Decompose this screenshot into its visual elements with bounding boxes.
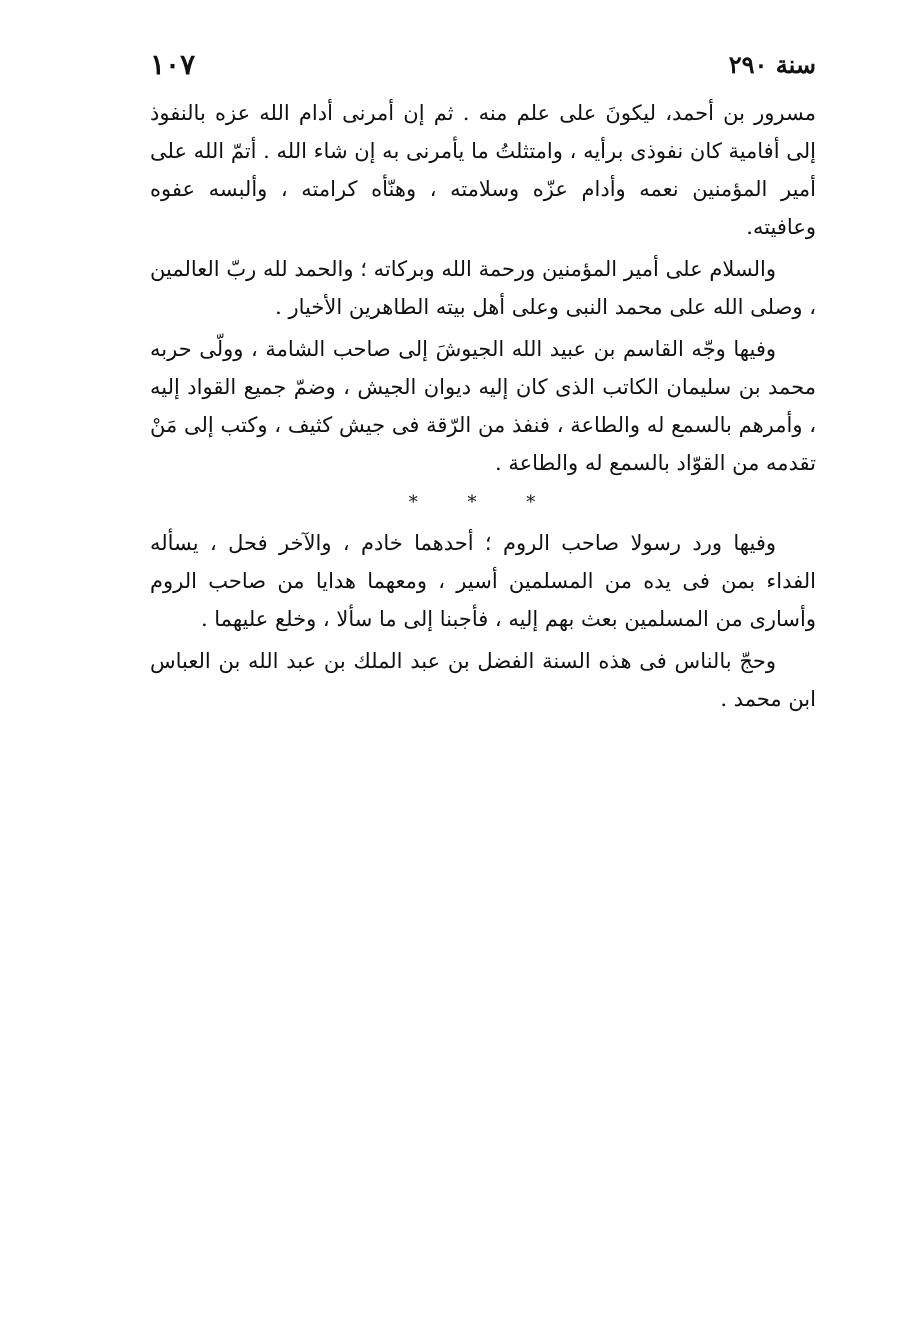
body-text (150, 94, 816, 722)
section-separator: * * * (408, 492, 558, 513)
page-header (150, 44, 816, 84)
running-head-year: سنة ٢٩٠ (728, 49, 816, 79)
paragraph-byzantine-envoys: وفيها ورد رسولا صاحب الروم ؛ أحدهما خادم ، والآخر فحل ، يسأله الفداء بمن فى يده من المسلمين أسير ، ومعهما هدايا من صاحب الروم وأسارى من المسلمين بعث بهم إليه ، فأجبنا إلى ما سألا ، وخلع عليهما . (150, 531, 816, 631)
paragraph-army-dispatch: وفيها وجّه القاسم بن عبيد الله الجيوشَ إلى صاحب الشامة ، وولّى حربه محمد بن سليمان الكاتب الذى كان إليه ديوان الجيش ، وضمّ جميع القواد إليه ، وأمرهم بالسمع له والطاعة ، فنفذ من الرّقة فى جيش كثيف ، وكتب إلى مَنْ تقدمه من القوّاد بالسمع له والطاعة . (150, 337, 816, 475)
paragraph-letter-closing: مسرور بن أحمد، ليكونَ على علم منه . ثم إن أمرنى أدام الله عزه بالنفوذ إلى أفامية كان نفوذى برأيه ، وامتثلتُ ما يأمرنى به إن شاء الله . أتمّ الله على أمير المؤمنين نعمه وأدام عزّه وسلامته ، وهنّأه كرامته ، وألبسه عفوه وعافيته. (150, 101, 816, 239)
paragraph-salutation: والسلام على أمير المؤمنين ورحمة الله وبركاته ؛ والحمد لله ربّ العالمين ، وصلى الله على محمد النبى وعلى أهل بيته الطاهرين الأخيار . (150, 257, 816, 319)
page-number: ١٠٧ (150, 47, 196, 81)
paragraph-pilgrimage-leader: وحجّ بالناس فى هذه السنة الفضل بن عبد الملك بن عبد الله بن العباس ابن محمد . (150, 649, 816, 711)
